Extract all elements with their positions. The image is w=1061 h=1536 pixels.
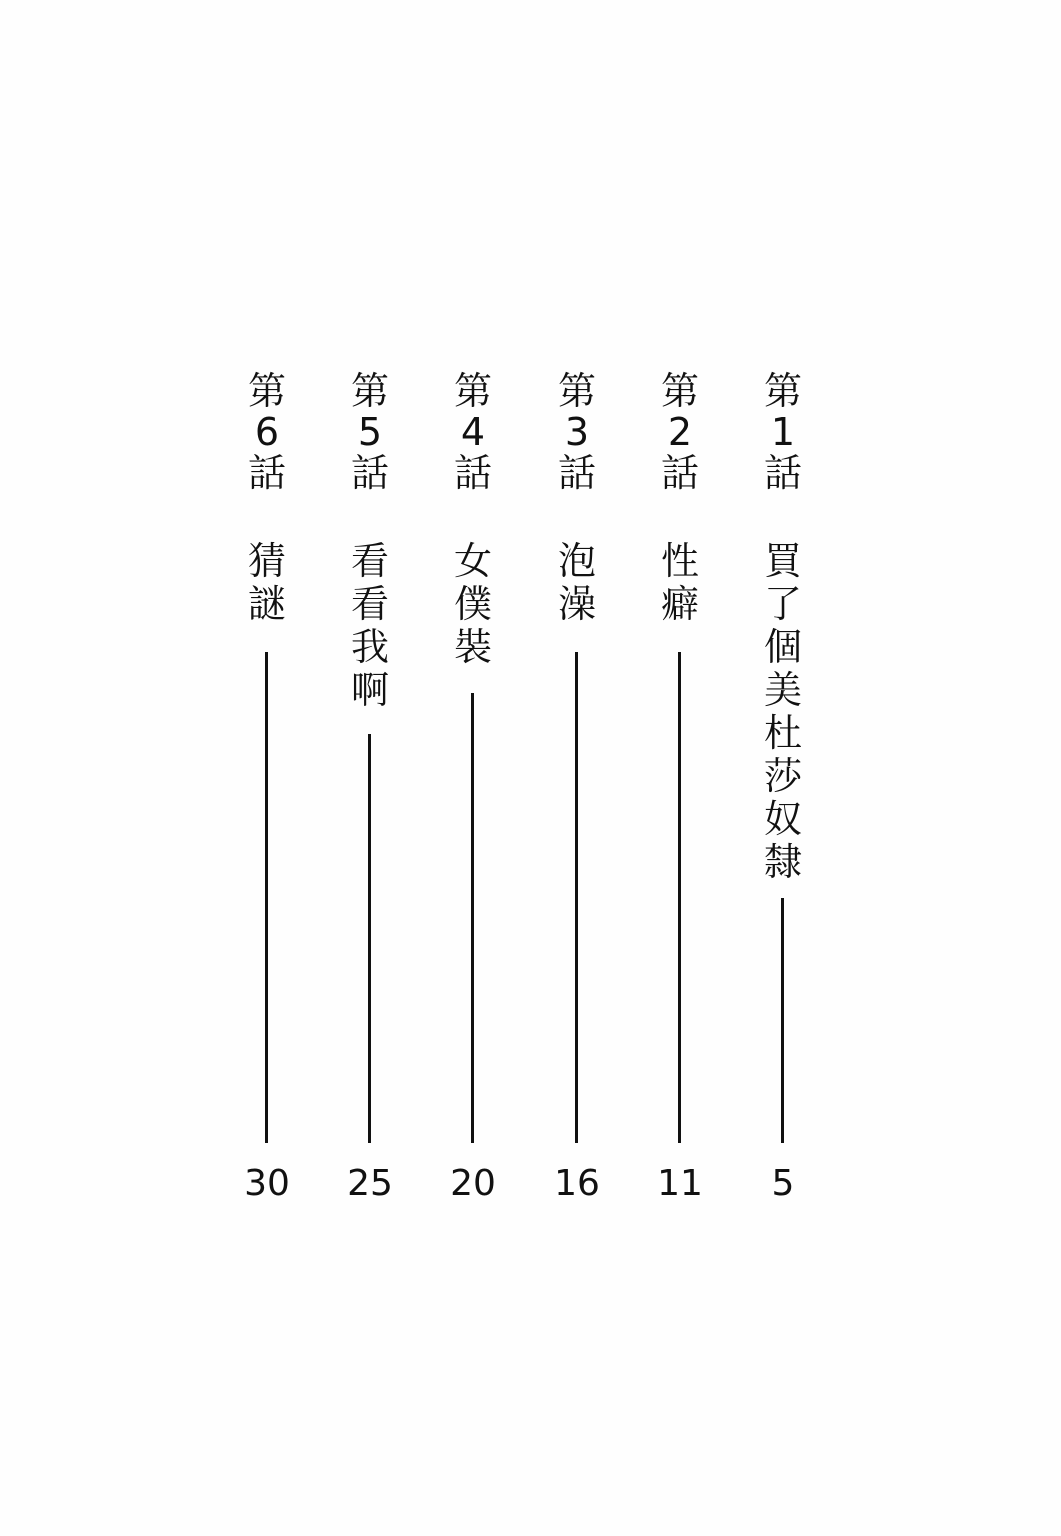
chapter-1-page-number: 5: [771, 1163, 795, 1204]
chapter-label-char: 第: [350, 369, 389, 413]
chapter-title-char: 美: [763, 668, 802, 712]
chapter-title-char: 莎: [763, 754, 802, 798]
chapter-1-title: [743, 540, 823, 884]
chapter-title-char: 隸: [763, 840, 802, 884]
chapter-label-char: 1: [770, 410, 796, 454]
chapter-title-char: 謎: [247, 582, 286, 626]
chapter-title-char: 奴: [763, 797, 802, 841]
chapter-label-char: 第: [660, 369, 699, 413]
chapter-2-entry[interactable]: [640, 370, 720, 1210]
chapter-label-char: 話: [557, 451, 596, 495]
chapter-4-number: [433, 370, 513, 493]
leader-line: [678, 652, 681, 1143]
chapter-title-char: 我: [350, 625, 389, 669]
chapter-title-char: 泡: [557, 539, 596, 583]
chapter-label-char: 話: [350, 451, 389, 495]
chapter-4-entry[interactable]: [433, 370, 513, 1210]
chapter-4-page-number: 20: [450, 1163, 496, 1204]
chapter-title-char: 了: [763, 582, 802, 626]
chapter-5-page-number: 25: [347, 1163, 393, 1204]
chapter-1-number: [743, 370, 823, 493]
leader-line: [575, 652, 578, 1143]
chapter-label-char: 5: [357, 410, 383, 454]
chapter-title-char: 看: [350, 582, 389, 626]
chapter-4-title: [433, 540, 513, 669]
chapter-3-title: [537, 540, 617, 626]
leader-line: [471, 693, 474, 1143]
chapter-label-char: 第: [247, 369, 286, 413]
chapter-label-char: 話: [453, 451, 492, 495]
chapter-title-char: 猜: [247, 539, 286, 583]
chapter-6-page-number: 30: [244, 1163, 290, 1204]
chapter-title-char: 啊: [350, 668, 389, 712]
leader-line: [781, 898, 784, 1143]
chapter-title-char: 個: [763, 625, 802, 669]
chapter-3-entry[interactable]: [537, 370, 617, 1210]
chapter-title-char: 杜: [763, 711, 802, 755]
chapter-title-char: 澡: [557, 582, 596, 626]
leader-line: [368, 734, 371, 1143]
chapter-title-char: 買: [763, 539, 802, 583]
chapter-5-number: [330, 370, 410, 493]
chapter-label-char: 第: [763, 369, 802, 413]
chapter-label-char: 第: [557, 369, 596, 413]
chapter-label-char: 第: [453, 369, 492, 413]
chapter-label-char: 話: [660, 451, 699, 495]
chapter-label-char: 話: [247, 451, 286, 495]
chapter-label-char: 3: [564, 410, 590, 454]
chapter-5-entry[interactable]: [330, 370, 410, 1210]
chapter-title-char: 癖: [660, 582, 699, 626]
chapter-6-number: [227, 370, 307, 493]
chapter-label-char: 2: [667, 410, 693, 454]
chapter-6-title: [227, 540, 307, 626]
chapter-2-title: [640, 540, 720, 626]
chapter-2-page-number: 11: [657, 1163, 703, 1204]
chapter-2-number: [640, 370, 720, 493]
chapter-title-char: 裝: [453, 625, 492, 669]
chapter-label-char: 4: [460, 410, 486, 454]
chapter-title-char: 看: [350, 539, 389, 583]
chapter-title-char: 僕: [453, 582, 492, 626]
chapter-5-title: [330, 540, 410, 712]
chapter-3-number: [537, 370, 617, 493]
chapter-6-entry[interactable]: [227, 370, 307, 1210]
leader-line: [265, 652, 268, 1143]
chapter-3-page-number: 16: [554, 1163, 600, 1204]
chapter-label-char: 話: [763, 451, 802, 495]
chapter-label-char: 6: [254, 410, 280, 454]
chapter-title-char: 性: [660, 539, 699, 583]
chapter-1-entry[interactable]: [743, 370, 823, 1210]
chapter-title-char: 女: [453, 539, 492, 583]
